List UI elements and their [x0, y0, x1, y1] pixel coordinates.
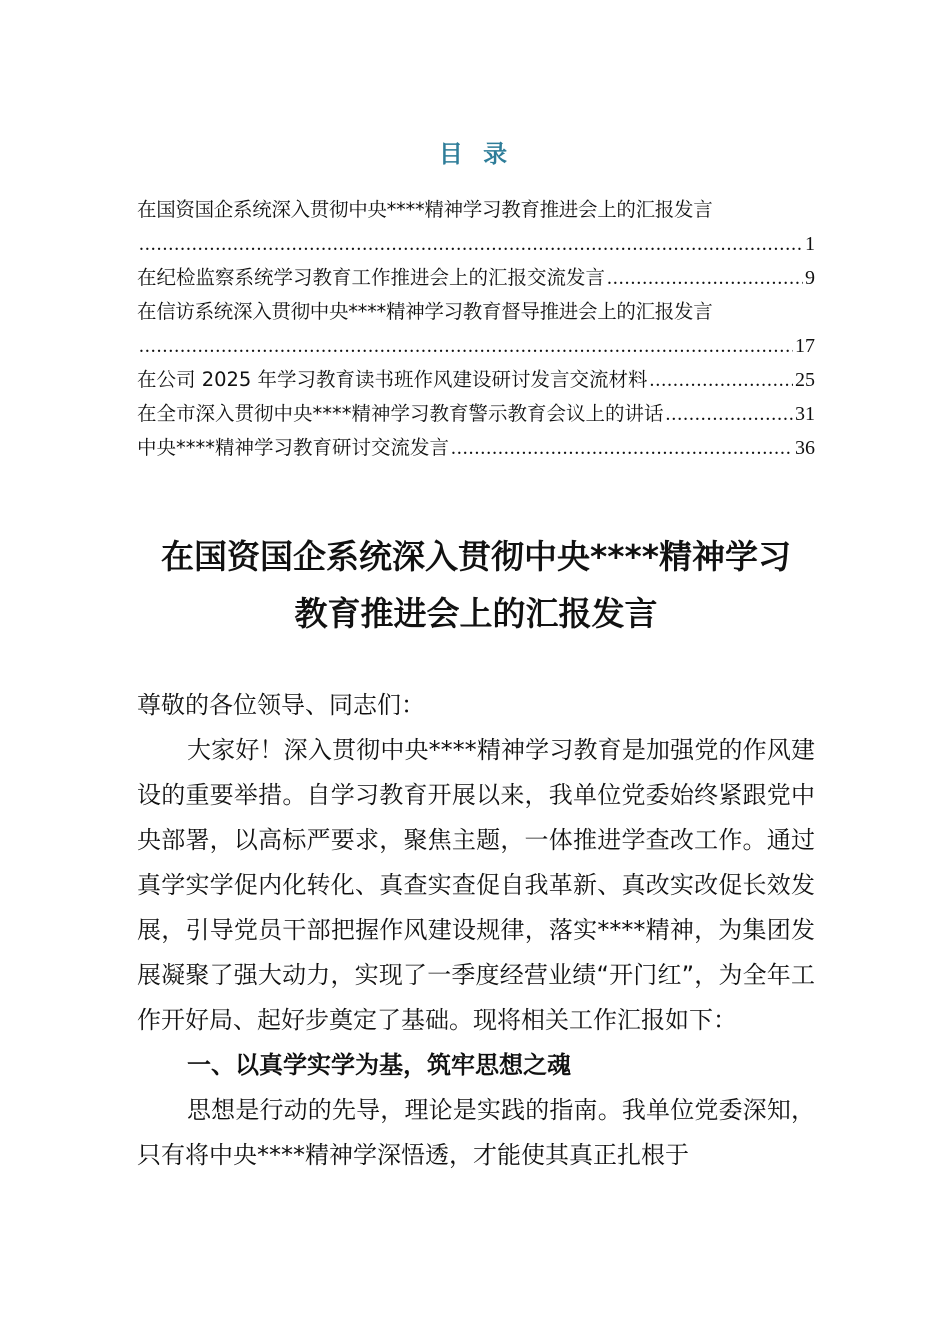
toc-leader-dots	[451, 432, 793, 465]
toc-entry-text: 在全市深入贯彻中央****精神学习教育警示教育会议上的讲话	[137, 402, 664, 425]
toc-entry-text: 在公司 2025 年学习教育读书班作风建设研讨发言交流材料	[137, 368, 648, 391]
toc-entry-1[interactable]	[137, 193, 815, 261]
toc-page-number: 31	[795, 403, 815, 425]
table-of-contents	[137, 193, 815, 465]
toc-page-number: 36	[795, 437, 815, 459]
section-heading-1: 一、以真学实学为基，筑牢思想之魂	[187, 1051, 571, 1079]
toc-page-number: 9	[805, 267, 815, 289]
toc-entry-5[interactable]	[137, 397, 815, 431]
toc-leader-dots	[666, 398, 793, 431]
document-title-line-1: 在国资国企系统深入贯彻中央****精神学习	[160, 537, 792, 576]
toc-entry-text: 中央****精神学习教育研讨交流发言	[137, 436, 450, 459]
document-title	[127, 528, 825, 642]
toc-entry-2[interactable]	[137, 261, 815, 295]
document-title-line-2: 教育推进会上的汇报发言	[294, 594, 658, 633]
toc-leader-dots	[139, 330, 793, 363]
toc-entry-3[interactable]	[137, 295, 815, 363]
toc-leader-dots	[650, 364, 793, 397]
toc-page-number: 25	[795, 369, 815, 391]
toc-leader-dots	[607, 262, 803, 295]
toc-entry-6[interactable]	[137, 431, 815, 465]
salutation: 尊敬的各位领导、同志们：	[137, 691, 425, 719]
toc-entry-text: 在国资国企系统深入贯彻中央****精神学习教育推进会上的汇报发言	[137, 198, 713, 221]
paragraph-1: 大家好！深入贯彻中央****精神学习教育是加强党的作风建设的重要举措。自学习教育开展以来，我单位党委始终紧跟党中央部署，以高标严要求，聚焦主题，一体推进学查改工作。通过真学实学促内化转化、真查实查促自我革新、真改实改促长效发展，引导党员干部把握作风建设规律，落实****精神，为集团发展凝聚了强大动力，实现了一季度经营业绩“开门红”，为全年工作开好局、起好步奠定了基础。现将相关工作汇报如下：	[137, 736, 815, 1034]
toc-page-number: 1	[805, 233, 815, 255]
toc-title: 目 录	[438, 140, 514, 168]
toc-entry-4[interactable]	[137, 363, 815, 397]
paragraph-2: 思想是行动的先导，理论是实践的指南。我单位党委深知，只有将中央****精神学深悟透，才能使其真正扎根于	[137, 1096, 815, 1169]
toc-entry-text: 在纪检监察系统学习教育工作推进会上的汇报交流发言	[137, 266, 606, 289]
toc-entry-text: 在信访系统深入贯彻中央****精神学习教育督导推进会上的汇报发言	[137, 300, 713, 323]
toc-page-number: 17	[795, 335, 815, 357]
toc-leader-dots	[139, 228, 803, 261]
document-body	[137, 683, 815, 1178]
